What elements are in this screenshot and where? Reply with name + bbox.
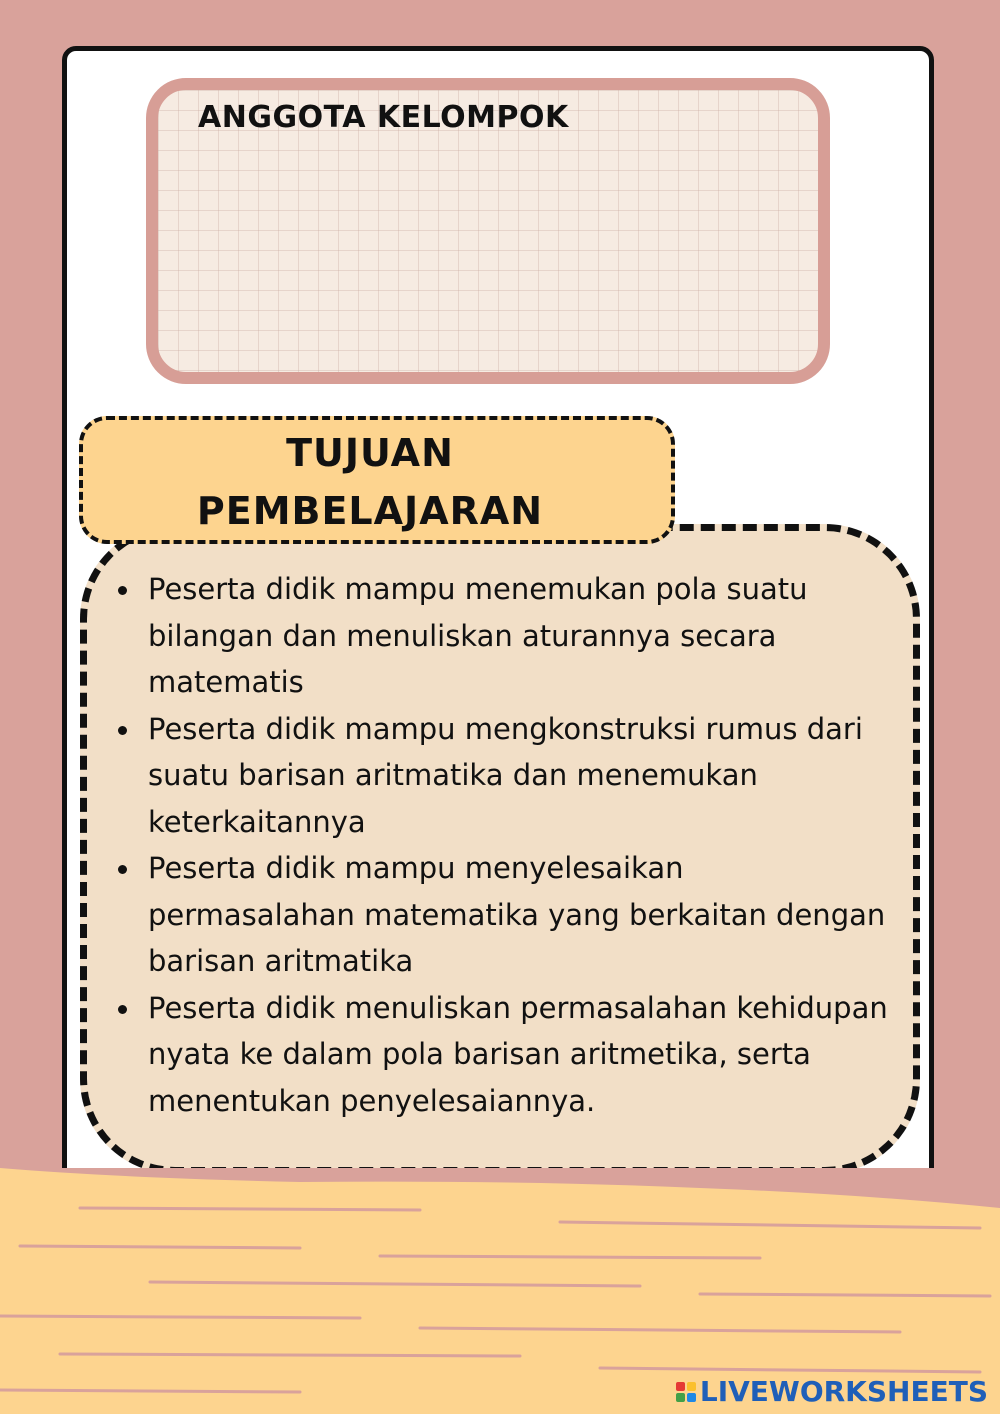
learning-objectives-title: [150, 424, 590, 540]
liveworksheets-brand: [676, 1375, 988, 1408]
title-line-1: TUJUAN: [286, 431, 454, 475]
objective-item: Peserta didik mampu menyelesaikan permasalahan matematika yang berkaitan dengan barisan aritmatika: [108, 845, 898, 985]
objective-item: Peserta didik mampu mengkonstruksi rumus dari suatu barisan aritmatika dan menemukan keterkaitannya: [108, 706, 898, 846]
title-line-2: PEMBELAJARAN: [196, 489, 544, 533]
objective-item: Peserta didik menuliskan permasalahan kehidupan nyata ke dalam pola barisan aritmetika, serta menentukan penyelesaiannya.: [108, 985, 898, 1125]
brand-text: LIVEWORKSHEETS: [699, 1375, 988, 1408]
objective-item: Peserta didik mampu menemukan pola suatu bilangan dan menuliskan aturannya secara matematis: [108, 566, 898, 706]
liveworksheets-logo-icon: [676, 1382, 696, 1402]
group-members-title: ANGGOTA KELOMPOK: [198, 100, 569, 135]
objectives-list: [108, 566, 898, 1124]
